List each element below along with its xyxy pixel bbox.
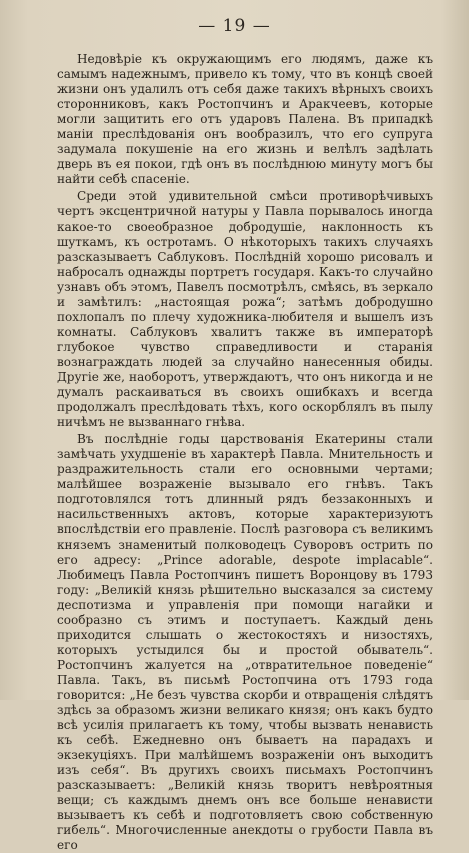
paragraph-3: Въ послѣдніе годы царствованія Екатерины стали замѣчать ухудшеніе въ характерѣ Павла. Мнительность и раздражительность стали его основными чертами; малѣйшее возраженіе вызывало его гнѣвъ. Такъ подготовлялся тотъ длинный рядъ беззаконныхъ и насильственныхъ актовъ, которые характеризуютъ впослѣдствіи его правленіе. Послѣ разговора съ великимъ княземъ знаменитый полководецъ Суворовъ острить по его адресу: „Prince adorable, despote implacable“. Любимецъ Павла Ростопчинъ пишетъ Воронцову въ 1793 году: „Великій князь рѣшительно высказался за систему деспотизма и управленія при помощи нагайки и сообразно съ этимъ и поступаетъ. Каждый день приходится слышать о жестокостяхъ и низостяхъ, которыхъ устыдился бы и простой обыватель“. Ростопчинъ жалуется на „отвратительное поведеніе“ Павла. Такъ, въ письмѣ Ростопчина отъ 1793 года говорится: „Не безъ чувства скорби и отвращенія слѣдятъ здѣсь за образомъ жизни великаго князя; онъ какъ будто всѣ усилія прилагаетъ къ тому, чтобы вызвать ненависть къ себѣ. Ежедневно онъ бываетъ на парадахъ и экзекуціяхъ. При малѣйшемъ возраженіи онъ выходитъ изъ себя“. Въ другихъ своихъ письмахъ Ростопчинъ разсказываетъ: „Великій князь творитъ невѣроятныя вещи; съ каждымъ днемъ онъ все больше ненависти вызываетъ къ себѣ и подготовляетъ свою собственную гибель“. Многочисленные анекдоты о грубости Павла въ его xyxy=(57,432,433,853)
paragraph-1: Недовѣріе къ окружающимъ его людямъ, даже къ самымъ надежнымъ, привело къ тому, что въ концѣ своей жизни онъ удалилъ отъ себя даже такихъ вѣрныхъ своихъ сторонниковъ, какъ Ростопчинъ и Аракчеевъ, которые могли защитить его отъ ударовъ Палена. Въ припадкѣ маніи преслѣдованія онъ вообразилъ, что его супруга задумала покушеніе на его жизнь и велѣлъ задѣлать дверь въ ея покои, гдѣ онъ въ послѣднюю минуту могъ бы найти себѣ спасеніе. xyxy=(57,52,433,187)
paragraph-2: Среди этой удивительной смѣси противорѣчивыхъ чертъ эксцентричной натуры у Павла порывалось иногда какое-то своеобразное добродушіе, наклонность къ шуткамъ, къ остротамъ. О нѣкоторыхъ такихъ случаяхъ разсказываетъ Саблуковъ. Послѣдній хорошо рисовалъ и набросалъ однажды портретъ государя. Какъ-то случайно узнавъ объ этомъ, Павелъ посмотрѣлъ, смѣясь, въ зеркало и замѣтилъ: „настоящая рожа“; затѣмъ добродушно похлопалъ по плечу художника-любителя и вышелъ изъ комнаты. Саблуковъ хвалитъ также въ императорѣ глубокое чувство справедливости и старанія вознаграждать людей за случайно нанесенныя обиды. Другіе же, наоборотъ, утверждаютъ, что онъ никогда и не думалъ раскаиваться въ своихъ ошибкахъ и всегда продолжалъ преслѣдовать тѣхъ, кого оскорблялъ въ пылу ничѣмъ не вызваннаго гнѣва. xyxy=(57,189,433,430)
body-text xyxy=(57,52,433,853)
page-number: — 19 — xyxy=(198,16,271,36)
